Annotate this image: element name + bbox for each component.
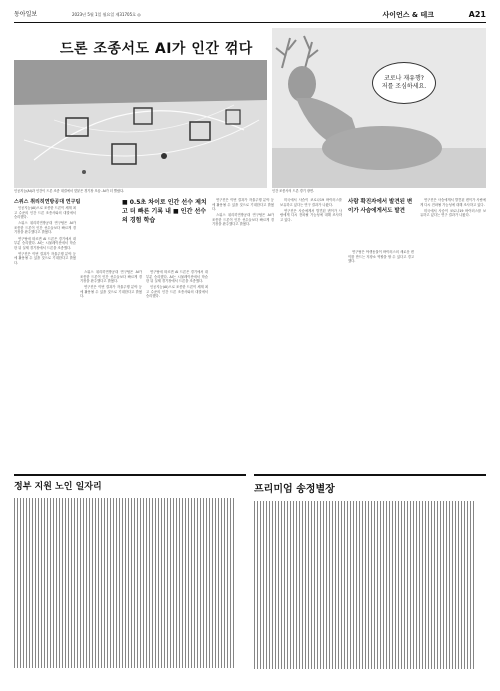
- body-paragraph: 스위스 취리히연방공대 연구팀은 AI가 조종한 드론이 인간 선수들보다 빠르게 경기장을 완주했다고 밝혔다.: [212, 213, 274, 227]
- article-column-2: [80, 270, 142, 468]
- article-column-4: [212, 198, 274, 468]
- article-byline: 스위스 취리히연방공대 연구팀: [14, 199, 81, 205]
- deer-photo: [272, 28, 486, 188]
- body-paragraph: 스위스 취리히연방공대 연구팀은 AI가 조종한 드론이 인간 선수들보다 빠르게 경기장을 완주했다고 밝혔다.: [14, 221, 76, 235]
- right-column-1: [280, 198, 342, 468]
- drone-arena-photo: [14, 60, 267, 188]
- pull-quote: ■ 0.5초 차이로 인간 선수 제치고 더 빠른 기록 내 ■ 인간 선수의 경험 학습: [122, 199, 207, 224]
- speech-line-2: 저를 조심하세요.: [381, 83, 427, 90]
- body-paragraph: 연구팀에 따르면 AI 드론은 경기에서 대부분 승리했다. AI는 시뮬레이션에서 학습한 뒤 실제 경기장에서 드론을 조종했다.: [146, 270, 208, 284]
- page-number: A21: [468, 10, 486, 19]
- body-paragraph: 인공지능(AI)으로 조종한 드론이 세계 최고 수준의 인간 드론 조종사와의 대결에서 승리했다.: [146, 285, 208, 299]
- body-paragraph: 연구진은 이번 결과가 자율주행 분야 등에 활용될 수 있을 것으로 기대한다고 밝혔다.: [80, 285, 142, 299]
- ad-left-body: [14, 498, 236, 668]
- ad-right: [254, 474, 486, 676]
- right-pull-quote: 사람 확진자에서 발견된 변이가 사슴에게서도 발견: [348, 199, 413, 214]
- ad-right-title: 프리미엄 송정별장: [254, 484, 335, 495]
- drone-arena-illustration: [14, 60, 267, 188]
- ad-left-title: 정부 지원 노인 일자리: [14, 482, 102, 492]
- right-paragraph: 연구팀은 야생동물이 바이러스의 새로운 변이를 만드는 저장소 역할을 할 수 있다고 경고했다.: [348, 250, 414, 264]
- photo1-caption: 인공지능(AI)과 인간이 드론 조종 대결에서 맞붙은 경기장 모습. AI가 더 빨랐다.: [14, 189, 125, 193]
- page-header: [14, 8, 486, 23]
- body-paragraph: 인공지능(AI)으로 조종한 드론이 세계 최고 수준의 인간 드론 조종사와의 대결에서 승리했다.: [14, 206, 76, 220]
- deer-illustration: [272, 28, 486, 188]
- right-column-3: [420, 198, 486, 468]
- dateline: 2023년 5월 1일 월요일 제31705호 ◎: [72, 12, 141, 17]
- body-paragraph: 연구팀에 따르면 AI 드론은 경기에서 대부분 승리했다. AI는 시뮬레이션에서 학습한 뒤 실제 경기장에서 드론을 조종했다.: [14, 236, 76, 250]
- body-paragraph: 스위스 취리히연방공대 연구팀은 AI가 조종한 드론이 인간 선수들보다 빠르게 경기장을 완주했다고 밝혔다.: [80, 270, 142, 284]
- ad-right-body: [254, 501, 476, 669]
- article-column-1: [14, 206, 76, 468]
- speech-bubble: [372, 62, 436, 104]
- speech-line-1: 코로나 재유행?: [384, 74, 424, 82]
- right-paragraph: 미국에서 사슴이 코로나19 바이러스를 보유하고 있다는 연구 결과가 나왔다.: [420, 208, 486, 218]
- body-paragraph: 연구진은 이번 결과가 자율주행 분야 등에 활용될 수 있을 것으로 기대한다고 밝혔다.: [212, 198, 274, 212]
- ad-left: [14, 474, 246, 676]
- right-paragraph: 연구진은 사슴에게서 발견된 변이가 사람에게 다시 전파될 가능성에 대해 조사하고 있다.: [420, 198, 486, 207]
- photo2-caption: 인간 조종사의 드론 경기 장면.: [272, 189, 315, 193]
- body-paragraph: 연구진은 이번 결과가 자율주행 분야 등에 활용될 수 있을 것으로 기대한다고 밝혔다.: [14, 251, 76, 266]
- section-title: 사이언스 & 테크: [382, 11, 434, 19]
- article-column-3: [146, 270, 208, 468]
- newspaper-name: 동아일보: [14, 11, 38, 18]
- right-column-2: [348, 250, 414, 468]
- right-paragraph: 연구진은 사슴에게서 발견된 변이가 사람에게 다시 전파될 가능성에 대해 조사하고 있다.: [280, 208, 342, 222]
- right-paragraph: 미국에서 사슴이 코로나19 바이러스를 보유하고 있다는 연구 결과가 나왔다.: [280, 198, 342, 207]
- article-headline: 드론 조종서도 AI가 인간 꺾다: [60, 41, 253, 57]
